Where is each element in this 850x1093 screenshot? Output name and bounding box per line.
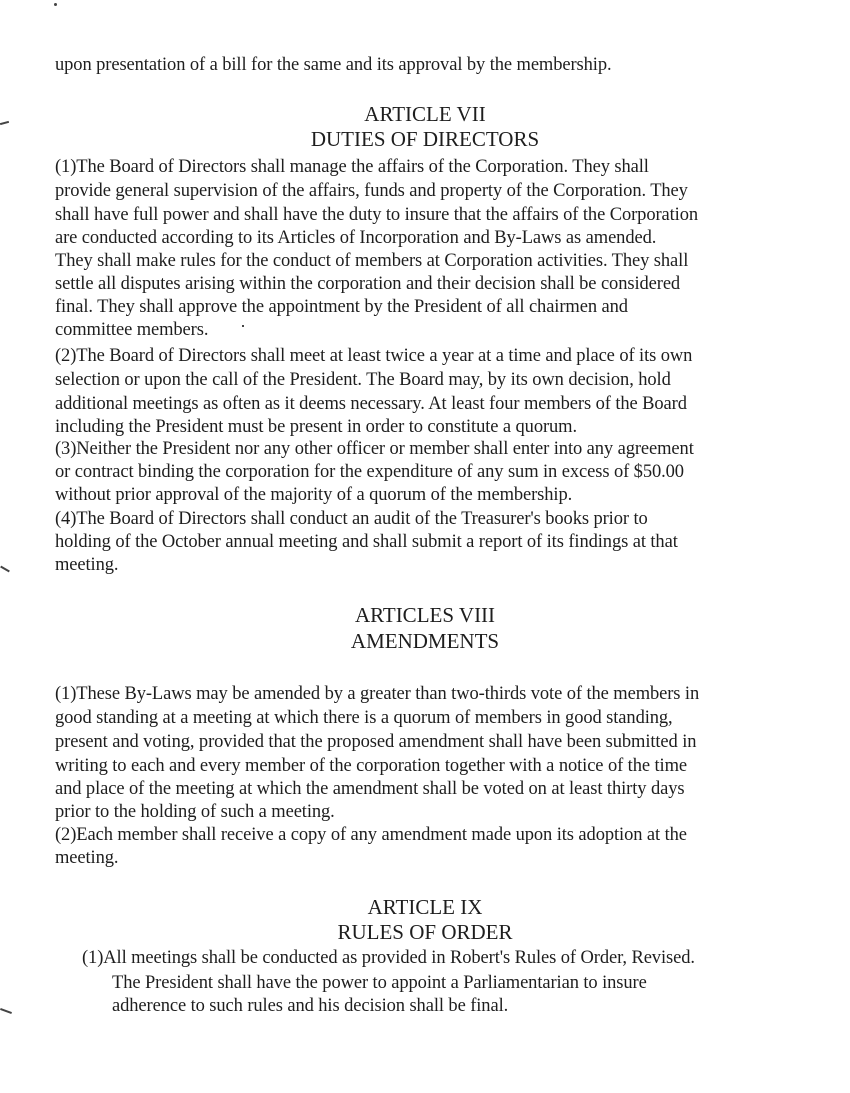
article-7-line: holding of the October annual meeting and shall submit a report of its findings at that: [55, 532, 678, 552]
article-9-number: ARTICLE IX: [367, 895, 483, 919]
article-7-line: (1)The Board of Directors shall manage the affairs of the Corporation. They shall: [55, 157, 649, 177]
article-7-title: DUTIES OF DIRECTORS: [310, 127, 540, 151]
article-8-line: meeting.: [55, 848, 119, 868]
article-7-line: (4)The Board of Directors shall conduct an audit of the Treasurer's books prior to: [55, 509, 648, 529]
article-9-line: (1)All meetings shall be conducted as provided in Robert's Rules of Order, Revised.: [82, 948, 695, 968]
scan-speck: [242, 325, 244, 327]
article-7-line: shall have full power and shall have the duty to insure that the affairs of the Corporation: [55, 205, 699, 225]
article-7-line: (3)Neither the President nor any other officer or member shall enter into any agreement: [55, 439, 694, 459]
article-9-title: RULES OF ORDER: [337, 920, 513, 944]
article-8-line: prior to the holding of such a meeting.: [55, 802, 335, 822]
scan-edge-mark: [0, 566, 10, 573]
article-8-line: writing to each and every member of the corporation together with a notice of the time: [55, 756, 687, 776]
article-7-line: final. They shall approve the appointment by the President of all chairmen and: [55, 297, 628, 317]
article-7-line: including the President must be present in order to constitute a quorum.: [55, 417, 578, 437]
article-8-line: (1)These By-Laws may be amended by a greater than two-thirds vote of the members in: [55, 684, 700, 704]
article-9-line: The President shall have the power to appoint a Parliamentarian to insure: [112, 973, 647, 993]
article-7-line: are conducted according to its Articles of Incorporation and By-Laws as amended.: [55, 228, 657, 248]
article-7-line: (2)The Board of Directors shall meet at least twice a year at a time and place of its own: [55, 346, 693, 366]
article-8-line: present and voting, provided that the proposed amendment shall have been submitted in: [55, 732, 697, 752]
article-7-line: without prior approval of the majority of a quorum of the membership.: [55, 485, 573, 505]
article-7-line: selection or upon the call of the President. The Board may, by its own decision, hold: [55, 370, 671, 390]
article-7-line: meeting.: [55, 555, 119, 575]
article-9-line: adherence to such rules and his decision shall be final.: [112, 996, 509, 1016]
article-7-line: They shall make rules for the conduct of members at Corporation activities. They shall: [55, 251, 689, 271]
article-8-line: and place of the meeting at which the amendment shall be voted on at least thirty days: [55, 779, 685, 799]
article-8-title: AMENDMENTS: [350, 629, 500, 653]
article-7-number: ARTICLE VII: [364, 102, 486, 126]
article-8-line: (2)Each member shall receive a copy of any amendment made upon its adoption at the: [55, 825, 687, 845]
article-7-line: committee members.: [55, 320, 209, 340]
article-7-line: or contract binding the corporation for the expenditure of any sum in excess of $50.00: [55, 462, 684, 482]
article-7-line: additional meetings as often as it deems necessary. At least four members of the Board: [55, 394, 687, 414]
article-8-line: good standing at a meeting at which there is a quorum of members in good standing,: [55, 708, 673, 728]
intro-line: upon presentation of a bill for the same and its approval by the membership.: [55, 55, 612, 75]
article-7-line: provide general supervision of the affairs, funds and property of the Corporation. They: [55, 181, 688, 201]
article-7-line: settle all disputes arising within the corporation and their decision shall be considered: [55, 274, 681, 294]
article-8-number: ARTICLES VIII: [354, 603, 496, 627]
scan-edge-mark: [0, 1008, 12, 1014]
scan-speck: [54, 3, 57, 6]
